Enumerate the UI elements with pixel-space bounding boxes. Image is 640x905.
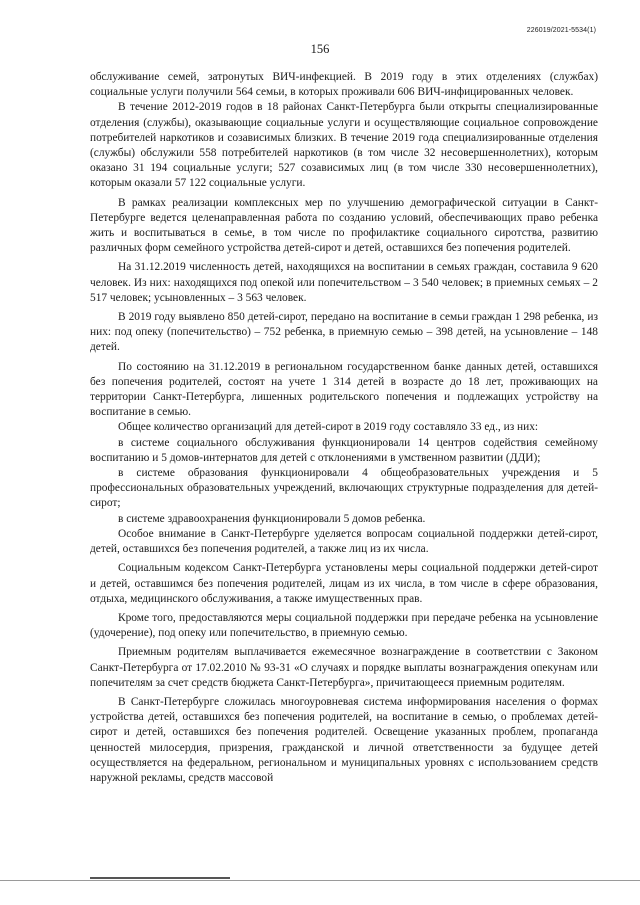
paragraph: Общее количество организаций для детей-сирот в 2019 году составляло 33 ед., из них: <box>118 421 539 434</box>
list-item: в системе здравоохранения функционировали 5 домов ребенка. <box>118 512 426 525</box>
paragraph: По состоянию на 31.12.2019 в региональном государственном банке данных детей, оставшихся без попечения родителей, состоят на учете 1 314 детей в возрасте до 18 лет, проживающих на территории Санкт-Петербурга, лишенных родительского попечения и подлежащих устройству на воспитание в семью. <box>90 360 598 419</box>
paragraph: В 2019 году выявлено 850 детей-сирот, передано на воспитание в семьи граждан 1 298 ребенка, из них: под опеку (попечительство) – 752 ребенка, в приемную семью – 398 детей, на усыновление – 148 детей. <box>90 311 598 354</box>
page-number: 156 <box>310 42 330 56</box>
list-item: в системе образования функционировали 4 общеобразовательных учреждения и 5 профессиональных образовательных учреждений, включающих структурные подразделения для детей-сирот; <box>90 467 598 510</box>
paragraph: В Санкт-Петербурге сложилась многоуровневая система информирования населения о формах устройства детей, оставшихся без попечения родителей, на воспитание в семью, о проблемах детей-сирот и детей, оставшихся без попечения родителей. Освещение указанных проблем, пропаганда ценностей милосердия, призрения, гражданской и личной ответственности за будущее детей осуществляется на федеральном, региональном и муниципальных уровнях с использованием средств наружной рекламы, средств массовой <box>90 695 598 784</box>
document-code: 226019/2021-5534(1) <box>526 27 596 34</box>
document-body <box>90 70 598 786</box>
paragraph: На 31.12.2019 численность детей, находящихся на воспитании в семьях граждан, составила 9 620 человек. Из них: находящихся под опекой или попечительством – 3 540 человек; в приемных семьях – 2 517 человек; усыновленных – 3 563 человек. <box>90 261 598 304</box>
footer-line <box>0 880 640 881</box>
paragraph: Приемным родителям выплачивается ежемесячное вознаграждение в соответствии с Законом Санкт-Петербурга от 17.02.2010 № 93-31 «О случаях и порядке выплаты вознаграждения опекунам или попечителям за счет средств бюджета Санкт-Петербурга», причитающееся приемным родителям. <box>90 646 598 689</box>
paragraph: Особое внимание в Санкт-Петербурге уделяется вопросам социальной поддержки детей-сирот, детей, оставшихся без попечения родителей, а также лиц из их числа. <box>90 527 598 556</box>
list-item: в системе социального обслуживания функционировали 14 центров содействия семейному воспитанию и 5 домов-интернатов для детей с отклонениями в умственном развитии (ДДИ); <box>90 436 598 464</box>
footer-rule <box>90 877 230 879</box>
paragraph: В рамках реализации комплексных мер по улучшению демографической ситуации в Санкт-Петербурге ведется целенаправленная работа по созданию условий, обеспечивающих право ребенка жить и воспитываться в семье, в том числе по профилактике социального сиротства, развитию различных форм семейного устройства детей-сирот и детей, оставшихся без попечения родителей. <box>90 196 598 255</box>
paragraph: обслуживание семей, затронутых ВИЧ-инфекцией. В 2019 году в этих отделениях (службах) социальные услуги получили 564 семьи, в которых проживали 606 ВИЧ-инфицированных человек. <box>90 71 598 99</box>
paragraph: Кроме того, предоставляются меры социальной поддержки при передаче ребенка на усыновление (удочерение), под опеку или попечительство, в приемную семью. <box>90 611 598 640</box>
paragraph: Социальным кодексом Санкт-Петербурга установлены меры социальной поддержки детей-сирот и детей, оставшимся без попечения родителей, лицам из их числа, в том числе в сфере образования, отдыха, медицинского обслуживания, а также имущественных прав. <box>90 562 598 605</box>
paragraph: В течение 2012-2019 годов в 18 районах Санкт-Петербурга были открыты специализированные отделения (службы), оказывающие социальные услуги и осуществляющие социальное сопровождение потребителей наркотиков и созависимых близких. В течение 2019 года специализированные отделения (службы) обслужили 558 потребителей наркотиков (в том числе 32 несовершеннолетних), которым оказано 31 194 социальные услуги; 527 созависимых лиц (в том числе 330 несовершеннолетних), которым оказали 57 122 социальные услуги. <box>90 101 598 190</box>
